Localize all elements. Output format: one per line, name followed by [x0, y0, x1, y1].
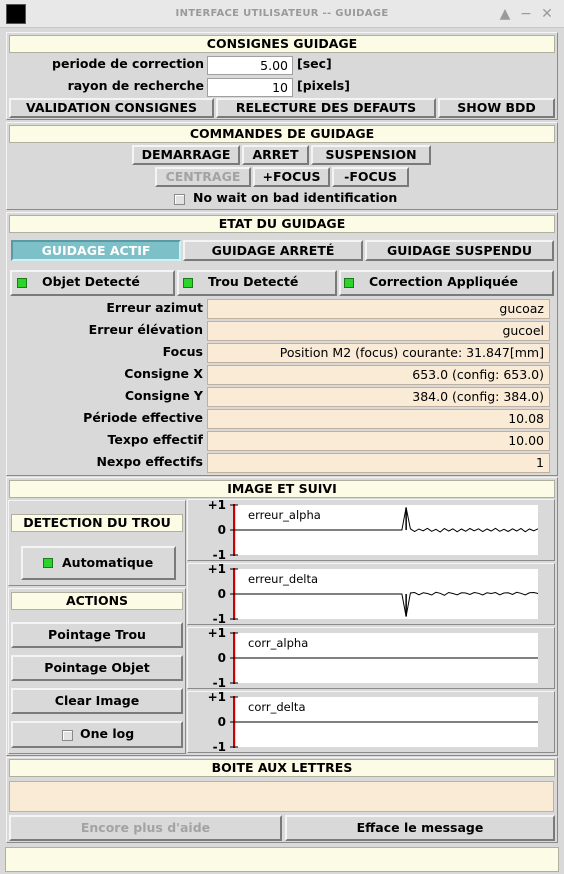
field-label: Focus: [162, 344, 203, 359]
trou-detecte-label: Trou Detecté: [208, 274, 299, 289]
plot-frame: [187, 563, 555, 625]
suspension-button[interactable]: SUSPENSION: [311, 145, 431, 165]
y-tick-label: -1: [212, 548, 226, 562]
correction-appliquee-led-icon: [344, 278, 354, 288]
y-tick-label: +1: [207, 500, 226, 512]
erreur-elevation-value: gucoel: [207, 321, 550, 341]
no-wait-checkbox[interactable]: [174, 194, 185, 205]
trou-detecte-led-icon: [183, 278, 193, 288]
y-tick-label: +1: [207, 692, 226, 704]
guidage-arrete-button[interactable]: GUIDAGE ARRETÉ: [183, 240, 363, 261]
demarrage-button[interactable]: DEMARRAGE: [132, 145, 240, 165]
y-tick-label: 0: [217, 523, 226, 537]
field-label: Consigne X: [124, 366, 203, 381]
field-label: Nexpo effectifs: [96, 454, 203, 469]
pointage-trou-button[interactable]: Pointage Trou: [11, 622, 183, 648]
consignes-header: CONSIGNES GUIDAGE: [9, 35, 555, 53]
plot-frame: [187, 627, 555, 689]
y-tick-label: +1: [207, 564, 226, 576]
focus-value: Position M2 (focus) courante: 31.847[mm]: [207, 343, 550, 363]
erreur-delta-plot: [188, 564, 556, 626]
window-up-icon[interactable]: ▲: [499, 6, 511, 22]
plot-title: erreur_alpha: [248, 508, 321, 522]
automatique-label: Automatique: [62, 555, 154, 570]
field-label: Consigne Y: [124, 388, 203, 403]
one-log-label: One log: [80, 726, 135, 741]
corr-alpha-plot: [188, 628, 556, 690]
y-tick-label: -1: [212, 740, 226, 754]
consigne-x-value: 653.0 (config: 653.0): [207, 365, 550, 385]
field-label: Période effective: [83, 410, 203, 425]
consigne-y-value: 384.0 (config: 384.0): [207, 387, 550, 407]
periode-field[interactable]: 5.00: [207, 56, 293, 75]
plot-title: erreur_delta: [248, 572, 319, 586]
periode-label: periode de correction: [52, 56, 204, 71]
status-bar: [5, 847, 559, 872]
arret-button[interactable]: ARRET: [242, 145, 309, 165]
y-tick-label: -1: [212, 676, 226, 690]
y-tick-label: 0: [217, 587, 226, 601]
efface-message-button[interactable]: Efface le message: [285, 815, 555, 841]
periode-effective-value: 10.08: [207, 409, 550, 429]
y-tick-label: 0: [217, 715, 226, 729]
guidage-suspendu-button[interactable]: GUIDAGE SUSPENDU: [365, 240, 554, 261]
rayon-label: rayon de recherche: [67, 78, 204, 93]
detection-header: DETECTION DU TROU: [11, 514, 183, 532]
plot-title: corr_delta: [248, 700, 306, 714]
relecture-defauts-button[interactable]: RELECTURE DES DEFAUTS: [216, 98, 436, 118]
nexpo-effectifs-value: 1: [207, 453, 550, 473]
field-label: Erreur azimut: [106, 300, 203, 315]
commandes-header: COMMANDES DE GUIDAGE: [9, 125, 555, 143]
minus-focus-button[interactable]: -FOCUS: [332, 167, 409, 187]
field-label: Erreur élévation: [88, 322, 203, 337]
correction-appliquee-label: Correction Appliquée: [369, 274, 519, 289]
y-tick-label: +1: [207, 628, 226, 640]
rayon-unit: [pixels]: [297, 78, 350, 93]
corr-delta-plot: [188, 692, 556, 754]
aide-button[interactable]: Encore plus d'aide: [9, 815, 282, 841]
guidage-actif-button[interactable]: GUIDAGE ACTIF: [11, 240, 181, 261]
rayon-field[interactable]: 10: [207, 78, 293, 97]
field-label: Texpo effectif: [107, 432, 203, 447]
clear-image-button[interactable]: Clear Image: [11, 688, 183, 714]
window-close-icon[interactable]: ✕: [541, 6, 553, 22]
no-wait-label: No wait on bad identification: [193, 190, 398, 205]
objet-detecte-led-icon: [17, 278, 27, 288]
etat-header: ETAT DU GUIDAGE: [9, 215, 555, 233]
show-bdd-button[interactable]: SHOW BDD: [438, 98, 555, 118]
periode-unit: [sec]: [297, 56, 332, 71]
texpo-effectif-value: 10.00: [207, 431, 550, 451]
plot-frame: [187, 499, 555, 561]
erreur-alpha-plot: [188, 500, 556, 562]
plot-frame: [187, 691, 555, 753]
pointage-objet-button[interactable]: Pointage Objet: [11, 655, 183, 681]
automatique-led-icon: [43, 558, 53, 568]
window-title: INTERFACE UTILISATEUR -- GUIDAGE: [175, 8, 389, 19]
actions-header: ACTIONS: [11, 592, 183, 610]
one-log-checkbox[interactable]: [62, 730, 73, 741]
y-tick-label: -1: [212, 612, 226, 626]
image-header: IMAGE ET SUIVI: [9, 480, 555, 498]
objet-detecte-label: Objet Detecté: [42, 274, 140, 289]
validation-consignes-button[interactable]: VALIDATION CONSIGNES: [9, 98, 214, 118]
plus-focus-button[interactable]: +FOCUS: [253, 167, 330, 187]
centrage-button[interactable]: CENTRAGE: [155, 167, 251, 187]
boite-header: BOITE AUX LETTRES: [9, 759, 555, 777]
plot-title: corr_alpha: [248, 636, 309, 650]
y-tick-label: 0: [217, 651, 226, 665]
message-box: [9, 781, 554, 812]
window-minimize-icon[interactable]: −: [520, 6, 532, 22]
erreur-azimut-value: gucoaz: [207, 299, 550, 319]
